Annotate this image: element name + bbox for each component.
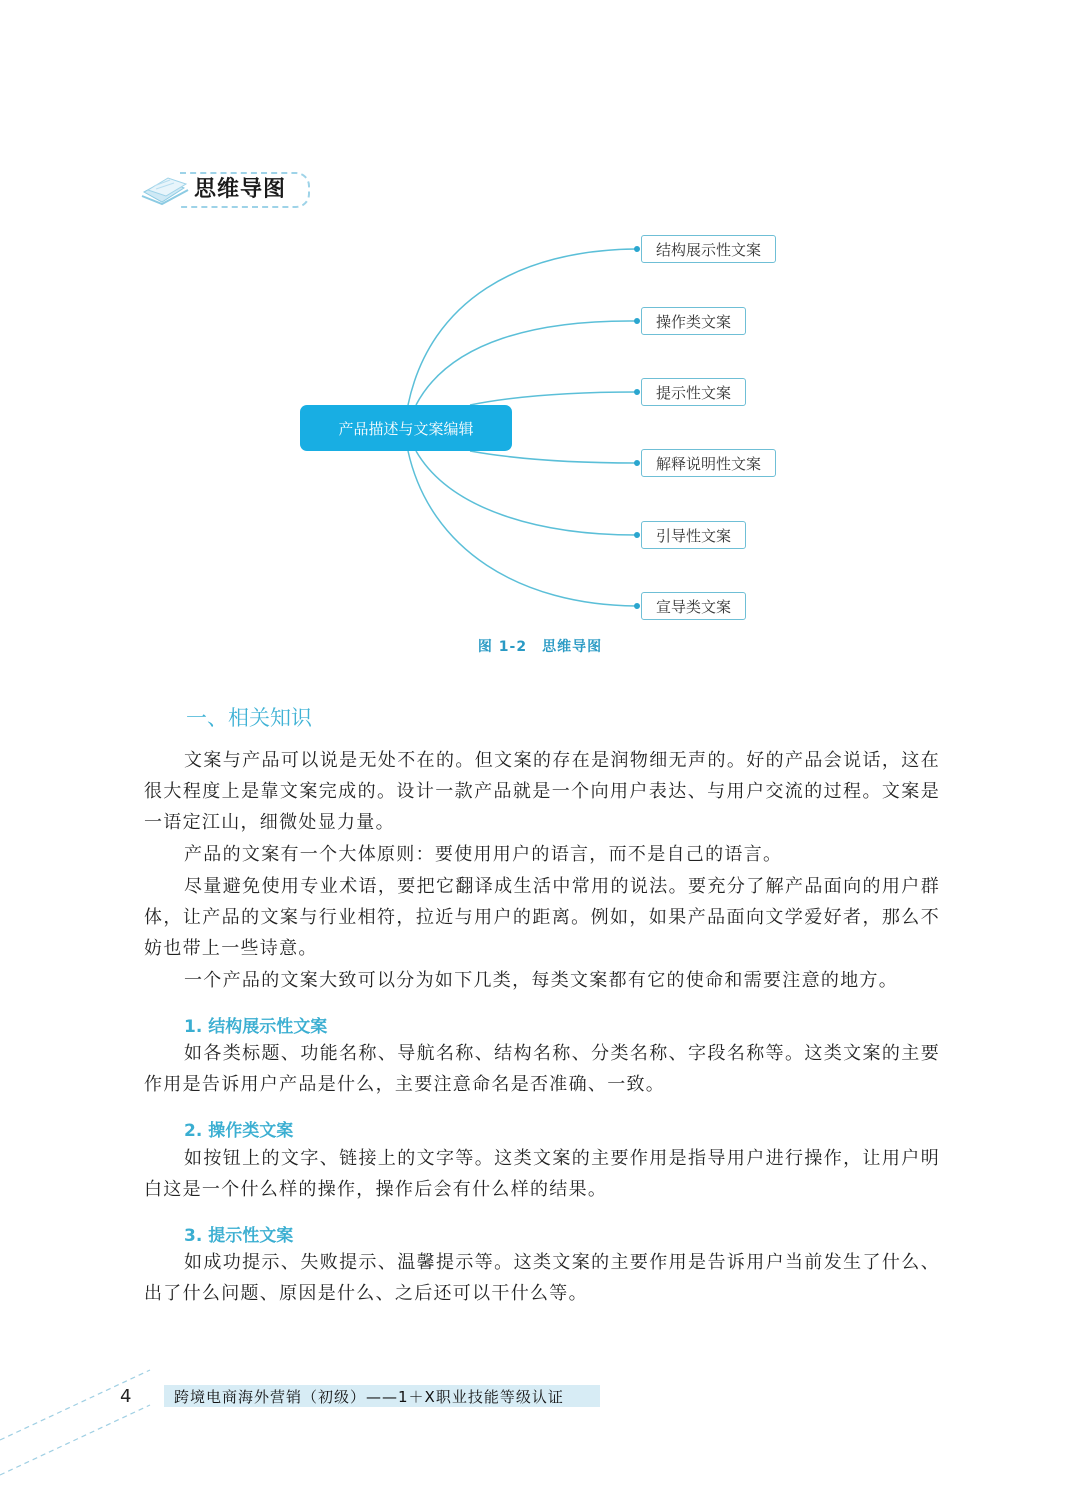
connector-dot-5 bbox=[634, 532, 640, 538]
connector-dot-2 bbox=[634, 318, 640, 324]
connector-5 bbox=[416, 451, 636, 535]
footer-dashed-decoration bbox=[0, 1360, 160, 1480]
section-header bbox=[140, 168, 312, 208]
subsection-title: 2. 操作类文案 bbox=[184, 1121, 294, 1141]
subsection-body: 如成功提示、失败提示、温馨提示等。这类文案的主要作用是告诉用户当前发生了什么、出了什么问题、原因是什么、之后还可以干什么等。 bbox=[144, 1252, 940, 1304]
paragraph: 产品的文案有一个大体原则：要使用用户的语言，而不是自己的语言。 bbox=[184, 844, 783, 865]
figure-caption: 图 1-2 思维导图 bbox=[477, 639, 603, 655]
connector-dot-1 bbox=[634, 246, 640, 252]
connector-3 bbox=[470, 392, 636, 405]
connector-6 bbox=[408, 451, 636, 606]
connector-dot-6 bbox=[634, 603, 640, 609]
subsection-title: 1. 结构展示性文案 bbox=[184, 1017, 328, 1037]
connector-4 bbox=[470, 451, 636, 463]
page-number: 4 bbox=[120, 1386, 132, 1407]
mindmap-branch: 结构展示性文案 bbox=[641, 235, 776, 263]
subsection-body: 如按钮上的文字、链接上的文字等。这类文案的主要作用是指导用户进行操作，让用户明白这是一个什么样的操作，操作后会有什么样的结果。 bbox=[144, 1148, 940, 1200]
mindmap-branch: 解释说明性文案 bbox=[641, 449, 776, 477]
section-heading: 一、相关知识 bbox=[186, 706, 312, 730]
mindmap-connectors bbox=[0, 220, 1080, 630]
footer-book-title: 跨境电商海外营销（初级）——1＋X职业技能等级认证 bbox=[164, 1385, 600, 1407]
mindmap-root-node: 产品描述与文案编辑 bbox=[300, 405, 512, 451]
section-title: 思维导图 bbox=[194, 177, 287, 202]
paragraph: 文案与产品可以说是无处不在的。但文案的存在是润物细无声的。好的产品会说话，这在很大程度上是靠文案完成的。设计一款产品就是一个向用户表达、与用户交流的过程。文案是一语定江山，细微处显力量。 bbox=[144, 750, 940, 833]
connector-dot-3 bbox=[634, 389, 640, 395]
mindmap-branch: 操作类文案 bbox=[641, 307, 746, 335]
subsection-body: 如各类标题、功能名称、导航名称、结构名称、分类名称、字段名称等。这类文案的主要作用是告诉用户产品是什么，主要注意命名是否准确、一致。 bbox=[144, 1043, 940, 1095]
paragraph: 尽量避免使用专业术语，要把它翻译成生活中常用的说法。要充分了解产品面向的用户群体，让产品的文案与行业相符，拉近与用户的距离。例如，如果产品面向文学爱好者，那么不妨也带上一些诗意。 bbox=[144, 876, 940, 959]
subsection-title: 3. 提示性文案 bbox=[184, 1226, 294, 1246]
connector-1 bbox=[408, 249, 636, 405]
mindmap-branch: 宣导类文案 bbox=[641, 592, 746, 620]
mindmap-branch: 提示性文案 bbox=[641, 378, 746, 406]
connector-dot-4 bbox=[634, 460, 640, 466]
paragraph: 一个产品的文案大致可以分为如下几类，每类文案都有它的使命和需要注意的地方。 bbox=[184, 970, 899, 991]
mindmap-branch: 引导性文案 bbox=[641, 521, 746, 549]
